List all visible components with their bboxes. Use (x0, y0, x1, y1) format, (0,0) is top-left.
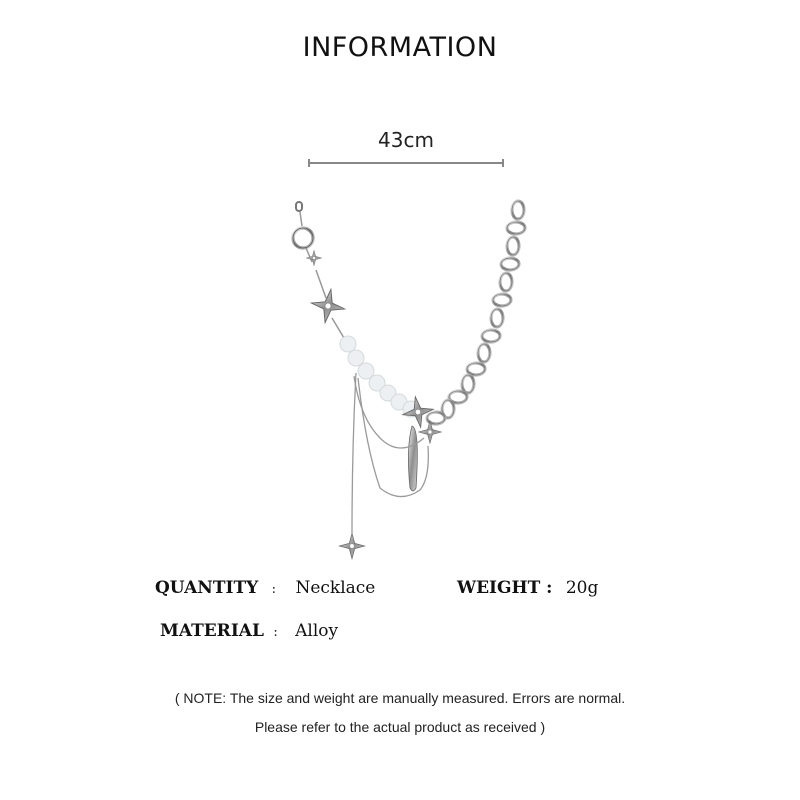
material-value: Alloy (295, 621, 339, 641)
weight-row (457, 578, 598, 598)
quantity-label: QUANTITY (155, 578, 259, 598)
material-label: MATERIAL (160, 621, 264, 641)
cable-chain (427, 201, 525, 424)
material-separator: : (273, 625, 278, 640)
quantity-value: Necklace (295, 578, 376, 598)
quantity-row (155, 578, 375, 598)
necklace-image (270, 188, 550, 568)
drop-pendant (408, 426, 417, 491)
length-label: 43cm (378, 128, 434, 152)
note-line-2: Please refer to the actual product as received ) (254, 719, 546, 735)
material-row (160, 621, 338, 641)
weight-label: WEIGHT : (457, 578, 553, 598)
length-measurement (308, 128, 504, 168)
frosted-beads (340, 336, 419, 417)
quantity-separator: : (271, 582, 277, 597)
measurement-ruler-icon (308, 158, 504, 168)
note-line-1: ( NOTE: The size and weight are manually measured. Errors are normal. (174, 690, 626, 706)
page-title: INFORMATION (302, 32, 498, 63)
fine-chain-left (293, 202, 347, 338)
weight-value: 20g (565, 578, 599, 598)
